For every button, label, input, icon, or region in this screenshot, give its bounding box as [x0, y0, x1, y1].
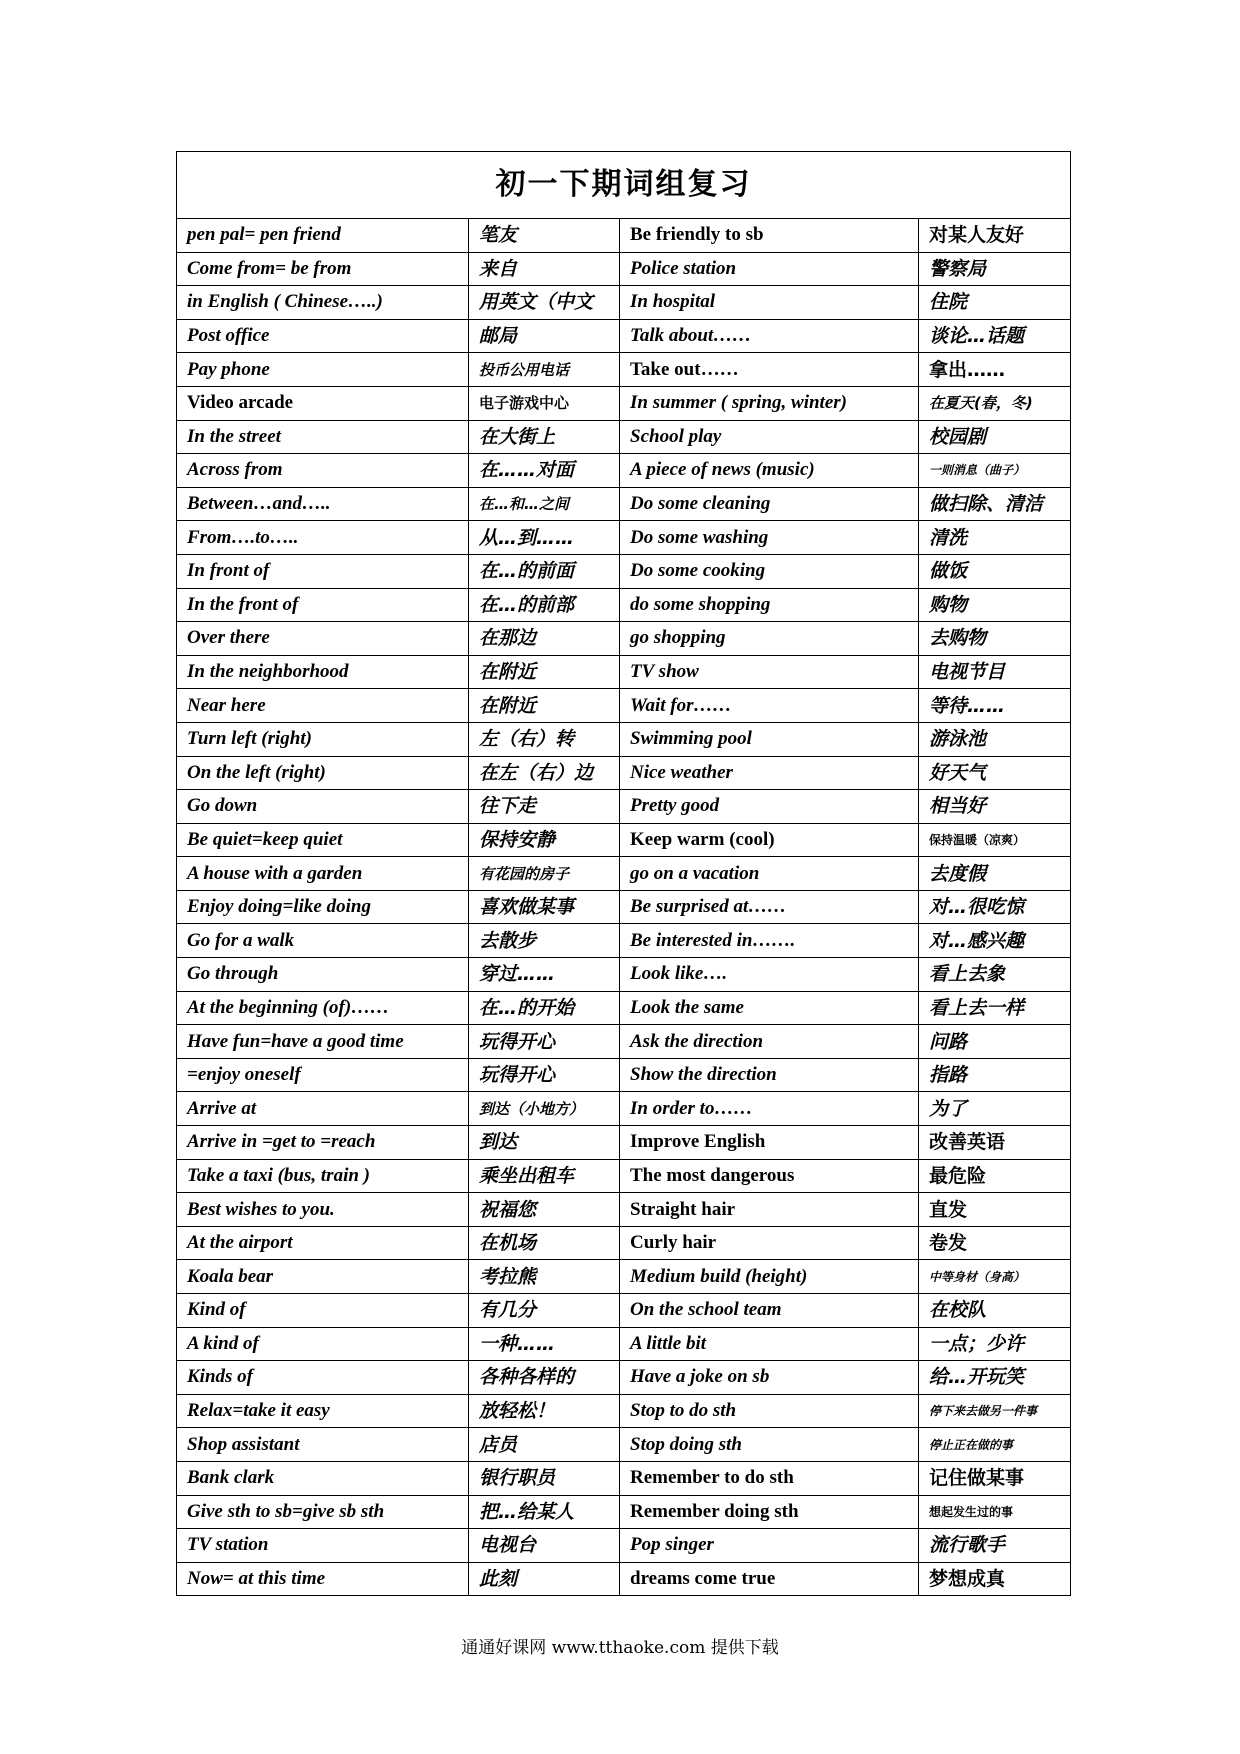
chinese-meaning-left: 乘坐出租车 — [469, 1159, 620, 1193]
english-phrase-left: Koala bear — [177, 1260, 469, 1294]
chinese-meaning-right: 清洗 — [919, 521, 1071, 555]
chinese-meaning-left: 邮局 — [469, 319, 620, 353]
chinese-meaning-left: 在附近 — [469, 655, 620, 689]
english-phrase-left: Bank clark — [177, 1461, 469, 1495]
chinese-meaning-left: 一种…… — [469, 1327, 620, 1361]
chinese-meaning-right: 相当好 — [919, 790, 1071, 824]
english-phrase-left: Post office — [177, 319, 469, 353]
english-phrase-right: In order to…… — [620, 1092, 919, 1126]
english-phrase-left: TV station — [177, 1529, 469, 1563]
chinese-meaning-left: 祝福您 — [469, 1193, 620, 1227]
english-phrase-right: dreams come true — [620, 1562, 919, 1596]
chinese-meaning-left: 此刻 — [469, 1562, 620, 1596]
english-phrase-left: Take a taxi (bus, train ) — [177, 1159, 469, 1193]
chinese-meaning-right: 卷发 — [919, 1226, 1071, 1260]
english-phrase-left: From….to….. — [177, 521, 469, 555]
table-row — [177, 219, 1071, 253]
table-row — [177, 1226, 1071, 1260]
english-phrase-left: Come from= be from — [177, 252, 469, 286]
english-phrase-right: Look like…. — [620, 958, 919, 992]
english-phrase-right: Do some cleaning — [620, 487, 919, 521]
chinese-meaning-right: 一点；少许 — [919, 1327, 1071, 1361]
english-phrase-left: Across from — [177, 454, 469, 488]
table-row — [177, 1092, 1071, 1126]
english-phrase-left: in English ( Chinese…..) — [177, 286, 469, 320]
table-row — [177, 655, 1071, 689]
chinese-meaning-left: 在…的开始 — [469, 991, 620, 1025]
english-phrase-left: On the left (right) — [177, 756, 469, 790]
english-phrase-right: Remember to do sth — [620, 1461, 919, 1495]
english-phrase-right: In summer ( spring, winter) — [620, 386, 919, 420]
chinese-meaning-left: 有花园的房子 — [469, 857, 620, 891]
english-phrase-right: Look the same — [620, 991, 919, 1025]
chinese-meaning-right: 在校队 — [919, 1294, 1071, 1328]
english-phrase-right: Take out…… — [620, 353, 919, 387]
chinese-meaning-left: 在左（右）边 — [469, 756, 620, 790]
table-row — [177, 353, 1071, 387]
chinese-meaning-right: 等待…… — [919, 689, 1071, 723]
english-phrase-right: A little bit — [620, 1327, 919, 1361]
english-phrase-right: Ask the direction — [620, 1025, 919, 1059]
phrase-table — [176, 151, 1071, 1596]
english-phrase-right: Show the direction — [620, 1058, 919, 1092]
chinese-meaning-left: 在…的前部 — [469, 588, 620, 622]
chinese-meaning-left: 在大街上 — [469, 420, 620, 454]
chinese-meaning-right: 想起发生过的事 — [919, 1495, 1071, 1529]
english-phrase-right: Have a joke on sb — [620, 1361, 919, 1395]
chinese-meaning-right: 购物 — [919, 588, 1071, 622]
table-row — [177, 487, 1071, 521]
chinese-meaning-right: 看上去一样 — [919, 991, 1071, 1025]
chinese-meaning-right: 问路 — [919, 1025, 1071, 1059]
english-phrase-left: In front of — [177, 554, 469, 588]
chinese-meaning-right: 做饭 — [919, 554, 1071, 588]
table-row — [177, 924, 1071, 958]
english-phrase-left: Best wishes to you. — [177, 1193, 469, 1227]
table-row — [177, 1159, 1071, 1193]
table-row — [177, 454, 1071, 488]
table-row — [177, 1193, 1071, 1227]
table-row — [177, 1394, 1071, 1428]
english-phrase-right: A piece of news (music) — [620, 454, 919, 488]
english-phrase-right: Straight hair — [620, 1193, 919, 1227]
chinese-meaning-right: 指路 — [919, 1058, 1071, 1092]
table-row — [177, 991, 1071, 1025]
english-phrase-right: Curly hair — [620, 1226, 919, 1260]
chinese-meaning-left: 各种各样的 — [469, 1361, 620, 1395]
chinese-meaning-left: 用英文（中文 — [469, 286, 620, 320]
table-row — [177, 1495, 1071, 1529]
table-row — [177, 790, 1071, 824]
english-phrase-right: Improve English — [620, 1126, 919, 1160]
table-row — [177, 689, 1071, 723]
chinese-meaning-right: 做扫除、清洁 — [919, 487, 1071, 521]
english-phrase-right: Stop to do sth — [620, 1394, 919, 1428]
chinese-meaning-right: 游泳池 — [919, 722, 1071, 756]
table-row — [177, 1260, 1071, 1294]
english-phrase-left: At the airport — [177, 1226, 469, 1260]
english-phrase-right: In hospital — [620, 286, 919, 320]
table-row — [177, 1126, 1071, 1160]
english-phrase-right: go on a vacation — [620, 857, 919, 891]
table-row — [177, 958, 1071, 992]
english-phrase-left: Turn left (right) — [177, 722, 469, 756]
english-phrase-right: Do some cooking — [620, 554, 919, 588]
chinese-meaning-left: 投币公用电话 — [469, 353, 620, 387]
english-phrase-left: In the street — [177, 420, 469, 454]
english-phrase-right: Stop doing sth — [620, 1428, 919, 1462]
table-row — [177, 1361, 1071, 1395]
chinese-meaning-left: 到达 — [469, 1126, 620, 1160]
english-phrase-right: Be friendly to sb — [620, 219, 919, 253]
table-row — [177, 1428, 1071, 1462]
table-row — [177, 588, 1071, 622]
chinese-meaning-right: 对…感兴趣 — [919, 924, 1071, 958]
chinese-meaning-right: 警察局 — [919, 252, 1071, 286]
table-row — [177, 554, 1071, 588]
english-phrase-right: Swimming pool — [620, 722, 919, 756]
chinese-meaning-right: 直发 — [919, 1193, 1071, 1227]
english-phrase-left: Video arcade — [177, 386, 469, 420]
chinese-meaning-right: 停止正在做的事 — [919, 1428, 1071, 1462]
chinese-meaning-right: 梦想成真 — [919, 1562, 1071, 1596]
english-phrase-right: Police station — [620, 252, 919, 286]
chinese-meaning-right: 改善英语 — [919, 1126, 1071, 1160]
english-phrase-left: Over there — [177, 622, 469, 656]
chinese-meaning-left: 有几分 — [469, 1294, 620, 1328]
english-phrase-right: Be surprised at…… — [620, 890, 919, 924]
chinese-meaning-left: 左（右）转 — [469, 722, 620, 756]
table-row — [177, 722, 1071, 756]
chinese-meaning-right: 一则消息（曲子） — [919, 454, 1071, 488]
chinese-meaning-right: 记住做某事 — [919, 1461, 1071, 1495]
chinese-meaning-right: 电视节目 — [919, 655, 1071, 689]
english-phrase-left: pen pal= pen friend — [177, 219, 469, 253]
chinese-meaning-left: 喜欢做某事 — [469, 890, 620, 924]
chinese-meaning-right: 去购物 — [919, 622, 1071, 656]
table-row — [177, 1025, 1071, 1059]
english-phrase-left: Kind of — [177, 1294, 469, 1328]
chinese-meaning-left: 到达（小地方） — [469, 1092, 620, 1126]
chinese-meaning-right: 好天气 — [919, 756, 1071, 790]
english-phrase-right: Talk about…… — [620, 319, 919, 353]
chinese-meaning-left: 玩得开心 — [469, 1025, 620, 1059]
english-phrase-left: Shop assistant — [177, 1428, 469, 1462]
table-row — [177, 1529, 1071, 1563]
table-row — [177, 1327, 1071, 1361]
english-phrase-right: The most dangerous — [620, 1159, 919, 1193]
table-row — [177, 319, 1071, 353]
chinese-meaning-left: 穿过…… — [469, 958, 620, 992]
english-phrase-right: Wait for…… — [620, 689, 919, 723]
english-phrase-right: On the school team — [620, 1294, 919, 1328]
english-phrase-right: Be interested in……. — [620, 924, 919, 958]
chinese-meaning-right: 对…很吃惊 — [919, 890, 1071, 924]
chinese-meaning-left: 放轻松！ — [469, 1394, 620, 1428]
chinese-meaning-left: 笔友 — [469, 219, 620, 253]
chinese-meaning-right: 保持温暖（凉爽） — [919, 823, 1071, 857]
english-phrase-left: Go for a walk — [177, 924, 469, 958]
table-row — [177, 890, 1071, 924]
english-phrase-left: In the neighborhood — [177, 655, 469, 689]
chinese-meaning-right: 看上去象 — [919, 958, 1071, 992]
chinese-meaning-left: 在……对面 — [469, 454, 620, 488]
chinese-meaning-left: 在…的前面 — [469, 554, 620, 588]
chinese-meaning-right: 去度假 — [919, 857, 1071, 891]
table-row — [177, 286, 1071, 320]
chinese-meaning-left: 在那边 — [469, 622, 620, 656]
page-title: 初一下期词组复习 — [177, 152, 1071, 219]
english-phrase-left: Relax=take it easy — [177, 1394, 469, 1428]
english-phrase-right: Keep warm (cool) — [620, 823, 919, 857]
english-phrase-left: Go through — [177, 958, 469, 992]
table-row — [177, 622, 1071, 656]
english-phrase-left: Between…and….. — [177, 487, 469, 521]
chinese-meaning-left: 保持安静 — [469, 823, 620, 857]
english-phrase-right: Medium build (height) — [620, 1260, 919, 1294]
chinese-meaning-right: 流行歌手 — [919, 1529, 1071, 1563]
english-phrase-left: Enjoy doing=like doing — [177, 890, 469, 924]
chinese-meaning-right: 拿出…… — [919, 353, 1071, 387]
english-phrase-left: Near here — [177, 689, 469, 723]
chinese-meaning-left: 店员 — [469, 1428, 620, 1462]
english-phrase-right: Pop singer — [620, 1529, 919, 1563]
chinese-meaning-right: 给…开玩笑 — [919, 1361, 1071, 1395]
english-phrase-left: Arrive at — [177, 1092, 469, 1126]
chinese-meaning-right: 校园剧 — [919, 420, 1071, 454]
english-phrase-right: TV show — [620, 655, 919, 689]
english-phrase-right: Nice weather — [620, 756, 919, 790]
english-phrase-left: In the front of — [177, 588, 469, 622]
table-row — [177, 857, 1071, 891]
chinese-meaning-left: 把…给某人 — [469, 1495, 620, 1529]
table-row — [177, 1058, 1071, 1092]
table-row — [177, 1294, 1071, 1328]
english-phrase-left: =enjoy oneself — [177, 1058, 469, 1092]
english-phrase-left: Go down — [177, 790, 469, 824]
chinese-meaning-left: 在机场 — [469, 1226, 620, 1260]
chinese-meaning-left: 电子游戏中心 — [469, 386, 620, 420]
chinese-meaning-left: 从…到…… — [469, 521, 620, 555]
chinese-meaning-right: 中等身材（身高） — [919, 1260, 1071, 1294]
chinese-meaning-left: 考拉熊 — [469, 1260, 620, 1294]
footer-credit: 通通好课网 www.tthaoke.com 提供下载 — [461, 1638, 779, 1658]
chinese-meaning-left: 银行职员 — [469, 1461, 620, 1495]
chinese-meaning-right: 为了 — [919, 1092, 1071, 1126]
chinese-meaning-right: 在夏天(春，冬) — [919, 386, 1071, 420]
table-row — [177, 521, 1071, 555]
english-phrase-left: Now= at this time — [177, 1562, 469, 1596]
chinese-meaning-left: 去散步 — [469, 924, 620, 958]
chinese-meaning-right: 对某人友好 — [919, 219, 1071, 253]
chinese-meaning-right: 最危险 — [919, 1159, 1071, 1193]
chinese-meaning-left: 玩得开心 — [469, 1058, 620, 1092]
english-phrase-left: Kinds of — [177, 1361, 469, 1395]
table-row — [177, 756, 1071, 790]
english-phrase-left: Have fun=have a good time — [177, 1025, 469, 1059]
english-phrase-right: Pretty good — [620, 790, 919, 824]
table-row — [177, 252, 1071, 286]
chinese-meaning-right: 停下来去做另一件事 — [919, 1394, 1071, 1428]
table-row — [177, 823, 1071, 857]
phrase-rows — [177, 219, 1071, 1596]
english-phrase-left: Arrive in =get to =reach — [177, 1126, 469, 1160]
english-phrase-right: Remember doing sth — [620, 1495, 919, 1529]
english-phrase-left: Be quiet=keep quiet — [177, 823, 469, 857]
table-row — [177, 1461, 1071, 1495]
english-phrase-right: go shopping — [620, 622, 919, 656]
table-row — [177, 386, 1071, 420]
chinese-meaning-right: 住院 — [919, 286, 1071, 320]
chinese-meaning-left: 电视台 — [469, 1529, 620, 1563]
english-phrase-left: A house with a garden — [177, 857, 469, 891]
english-phrase-left: A kind of — [177, 1327, 469, 1361]
table-row — [177, 420, 1071, 454]
english-phrase-right: School play — [620, 420, 919, 454]
english-phrase-right: Do some washing — [620, 521, 919, 555]
chinese-meaning-right: 谈论…话题 — [919, 319, 1071, 353]
table-row — [177, 1562, 1071, 1596]
english-phrase-left: At the beginning (of)…… — [177, 991, 469, 1025]
english-phrase-left: Pay phone — [177, 353, 469, 387]
english-phrase-right: do some shopping — [620, 588, 919, 622]
title-row — [177, 152, 1071, 219]
chinese-meaning-left: 来自 — [469, 252, 620, 286]
chinese-meaning-left: 在附近 — [469, 689, 620, 723]
english-phrase-left: Give sth to sb=give sb sth — [177, 1495, 469, 1529]
chinese-meaning-left: 在…和…之间 — [469, 487, 620, 521]
chinese-meaning-left: 往下走 — [469, 790, 620, 824]
